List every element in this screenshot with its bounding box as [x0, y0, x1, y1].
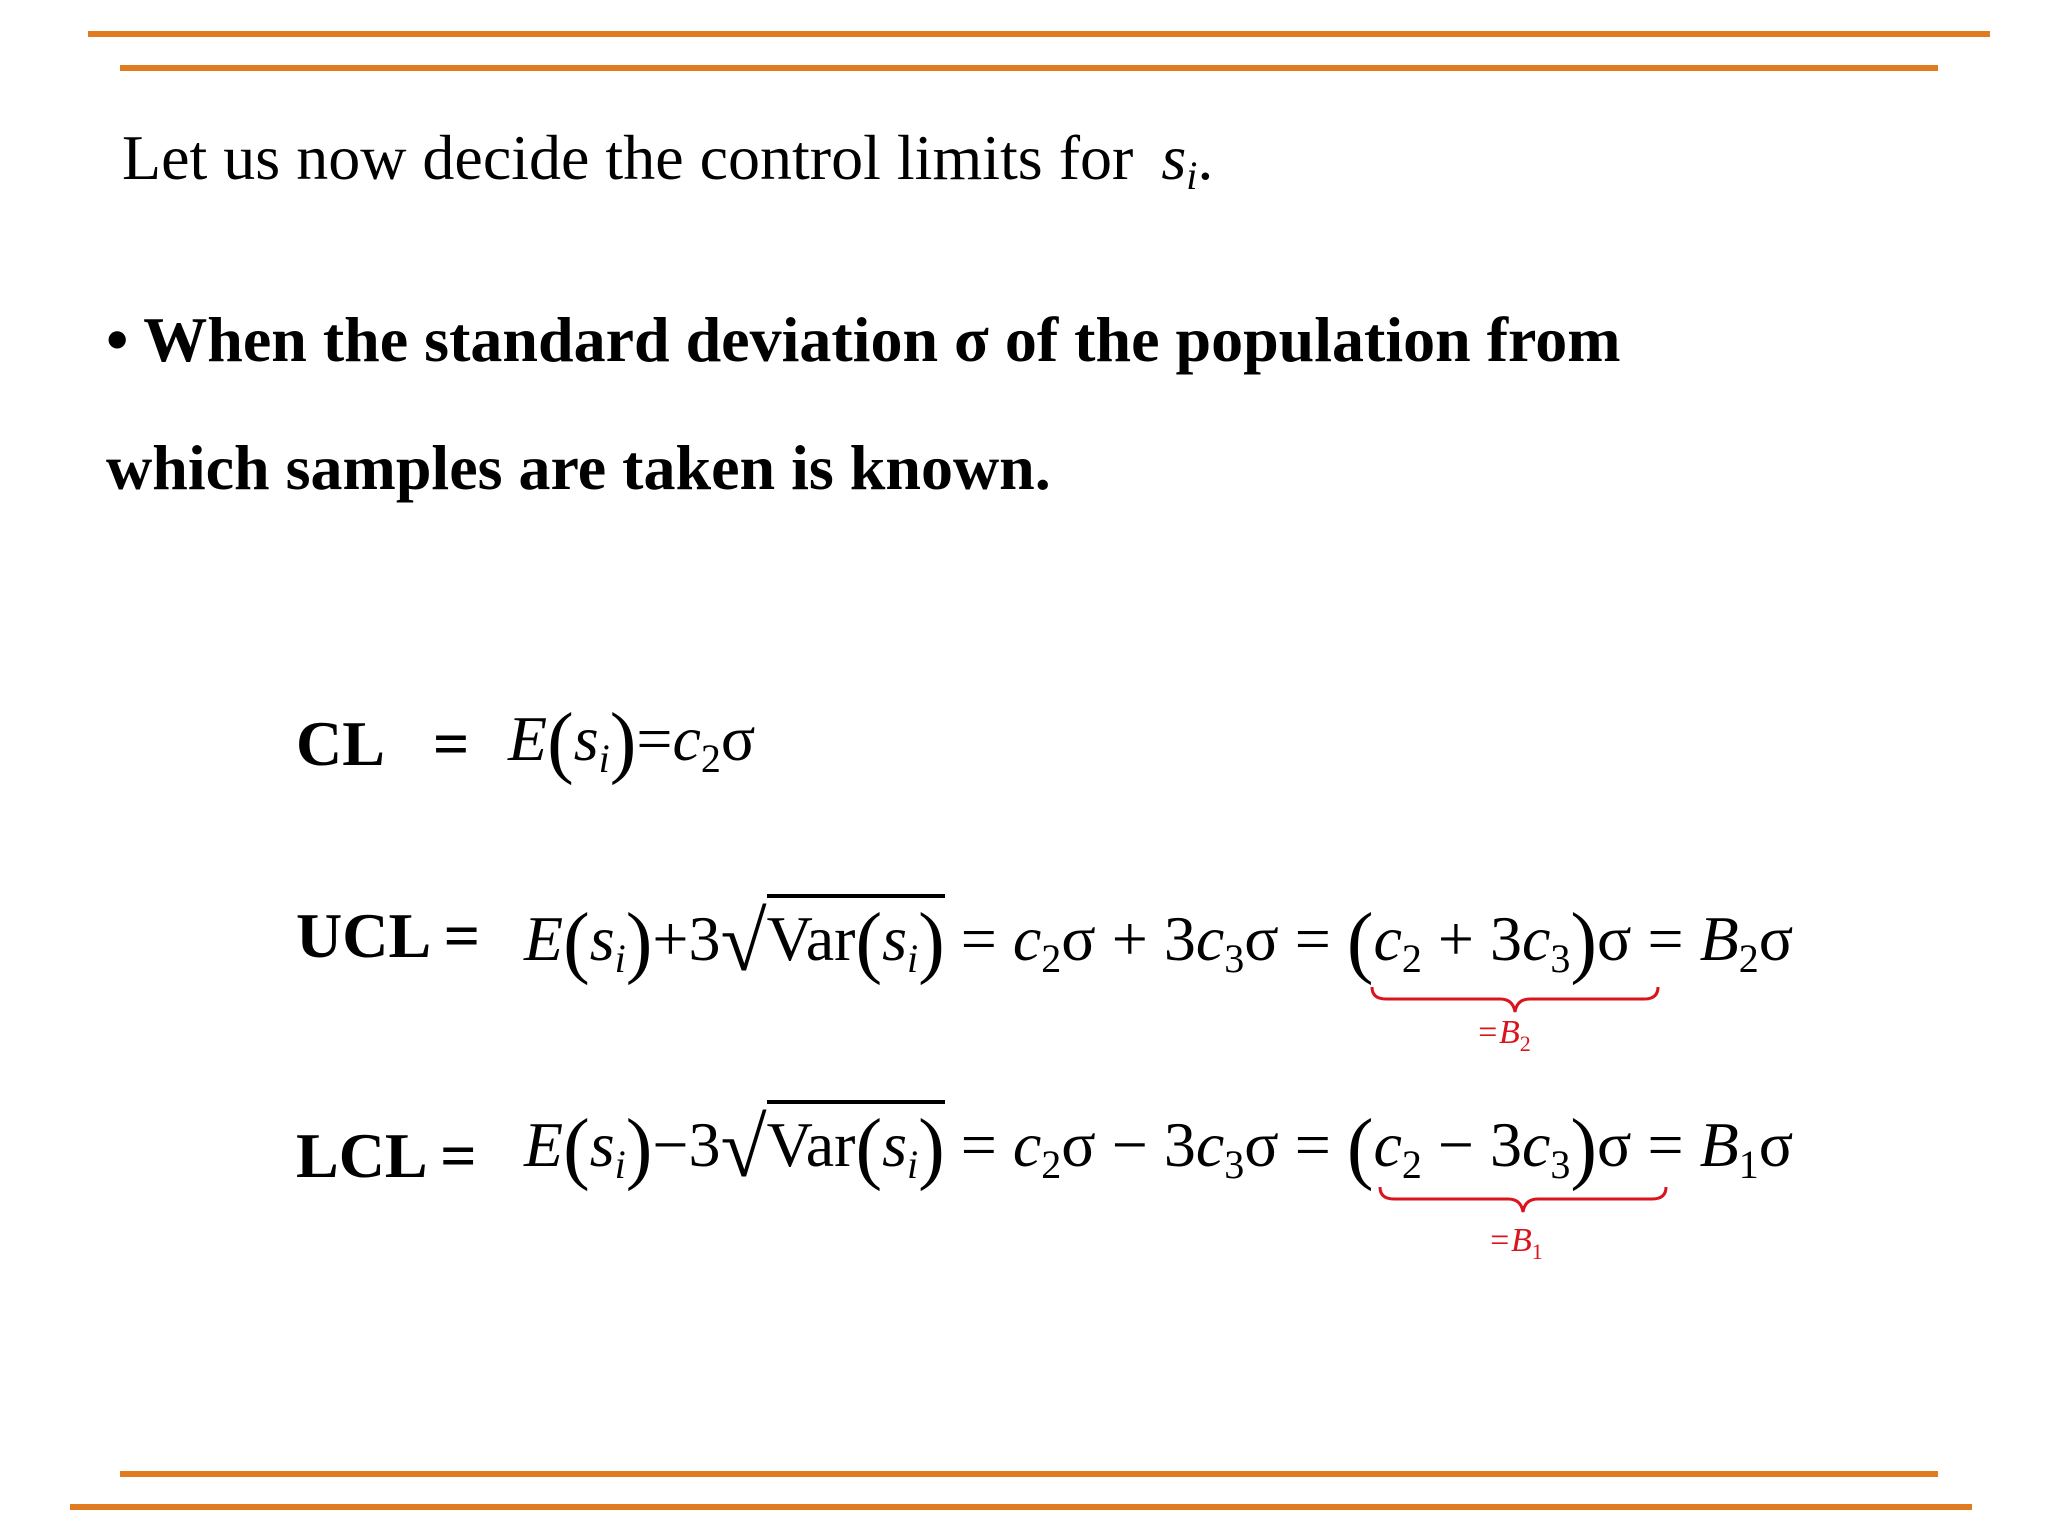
bullet-line-2: which samples are taken is known.: [106, 432, 1051, 503]
lcl-underbrace: [1378, 1185, 1668, 1215]
cl-equation: $E(s_i)=c_2\sigma$: [508, 698, 756, 786]
bottom-rule-outer: [70, 1504, 1972, 1510]
intro-text: [122, 122, 1214, 198]
ucl-underbrace: [1370, 985, 1660, 1015]
ucl-brace-label: $=B_2$: [1476, 1014, 1531, 1056]
lcl-brace-label: $=B_1$: [1488, 1222, 1543, 1264]
intro-period: .: [1197, 122, 1214, 193]
bottom-rule-inner: [120, 1471, 1938, 1477]
intro-sentence: Let us now decide the control limits for: [122, 122, 1134, 193]
ucl-equation: $E(s_i)+3√Var(s_i) = c_2\sigma + 3c_3\sigma = (c_2 + 3c_3)\sigma = B_2\sigma$: [524, 896, 1794, 989]
intro-symbol: $s_i$: [1161, 122, 1198, 198]
top-rule-outer: [88, 31, 1990, 37]
cl-label: CL =: [296, 708, 470, 779]
lcl-equation: $E(s_i)-3√Var(s_i) = c_2\sigma - 3c_3\sigma = (c_2 - 3c_3)\sigma = B_1\sigma$: [524, 1102, 1794, 1195]
ucl-label: UCL =: [296, 900, 481, 971]
lcl-label: LCL =: [296, 1120, 477, 1191]
bullet-line-1: • When the standard deviation σ of the population from: [106, 304, 1621, 375]
top-rule-inner: [120, 65, 1938, 71]
